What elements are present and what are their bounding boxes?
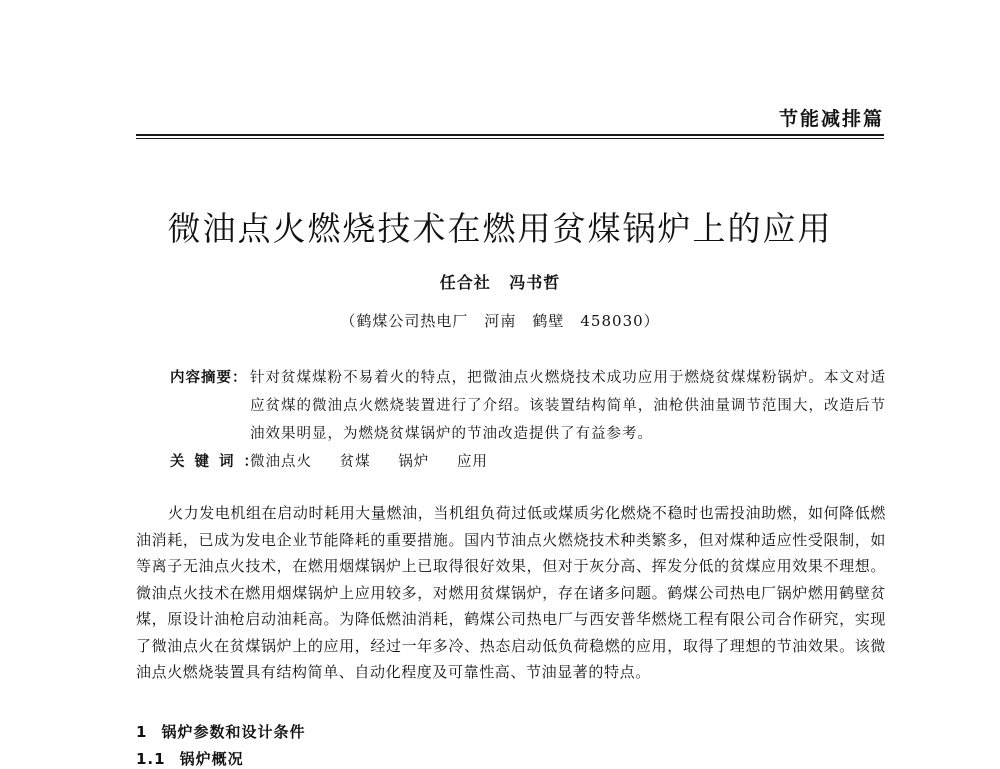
paper-authors: 任合社 冯书哲 bbox=[439, 273, 561, 292]
affiliation-province: 河南 bbox=[484, 312, 517, 330]
section-tag: 节能减排篇 bbox=[778, 108, 884, 130]
header-rule-thin bbox=[136, 138, 884, 139]
affiliation-city: 鹤壁 bbox=[532, 312, 565, 330]
keyword: 应用 bbox=[456, 454, 488, 470]
section-number: 1 bbox=[136, 723, 148, 741]
section-title: 锅炉参数和设计条件 bbox=[161, 723, 306, 741]
affiliation-org: （鹤煤公司热电厂 bbox=[340, 312, 469, 330]
keyword: 微油点火 bbox=[250, 454, 312, 470]
keywords-list bbox=[250, 448, 886, 476]
header-rule bbox=[136, 134, 884, 136]
keyword: 锅炉 bbox=[398, 454, 430, 470]
abstract-block bbox=[170, 364, 886, 476]
keyword: 贫煤 bbox=[339, 454, 371, 470]
subsection-title: 锅炉概况 bbox=[179, 750, 244, 768]
abstract-label: 内容摘要： bbox=[170, 370, 248, 386]
subsection-heading bbox=[136, 748, 244, 769]
abstract-text: 针对贫煤煤粉不易着火的特点，把微油点火燃烧技术成功应用于燃烧贫煤煤粉锅炉。本文对适应贫煤的微油点火燃烧装置进行了介绍。该装置结构简单，油枪供油量调节范围大，改造后节油效果明显，为燃烧贫煤锅炉的节油改造提供了有益参考。 bbox=[250, 370, 886, 442]
section-heading bbox=[136, 721, 305, 742]
abstract-row bbox=[170, 364, 886, 448]
paper-affiliation bbox=[0, 310, 1000, 331]
paper-title: 微油点火燃烧技术在燃用贫煤锅炉上的应用 bbox=[167, 209, 833, 248]
subsection-number: 1.1 bbox=[136, 750, 166, 768]
keywords-row bbox=[170, 448, 886, 476]
body-paragraph: 火力发电机组在启动时耗用大量燃油，当机组负荷过低或煤质劣化燃烧不稳时也需投油助燃，如何降低燃油消耗，已成为发电企业节能降耗的重要措施。国内节油点火燃烧技术种类繁多，但对煤种适应性受限制，如等离子无油点火技术，在燃用烟煤锅炉上已取得很好效果，但对于灰分高、挥发分低的贫煤应用效果不理想。微油点火技术在燃用烟煤锅炉上应用较多，对燃用贫煤锅炉，存在诸多问题。鹤煤公司热电厂锅炉燃用鹤壁贫煤，原设计油枪启动油耗高。为降低燃油消耗，鹤煤公司热电厂与西安普华燃烧工程有限公司合作研究，实现了微油点火在贫煤锅炉上的应用，经过一年多冷、热态启动低负荷稳燃的应用，取得了理想的节油效果。该微油点火燃烧装置具有结构简单、自动化程度及可靠性高、节油显著的特点。 bbox=[136, 504, 886, 681]
keywords-label: 关键词： bbox=[170, 454, 268, 470]
affiliation-postcode: 458030） bbox=[580, 312, 660, 330]
